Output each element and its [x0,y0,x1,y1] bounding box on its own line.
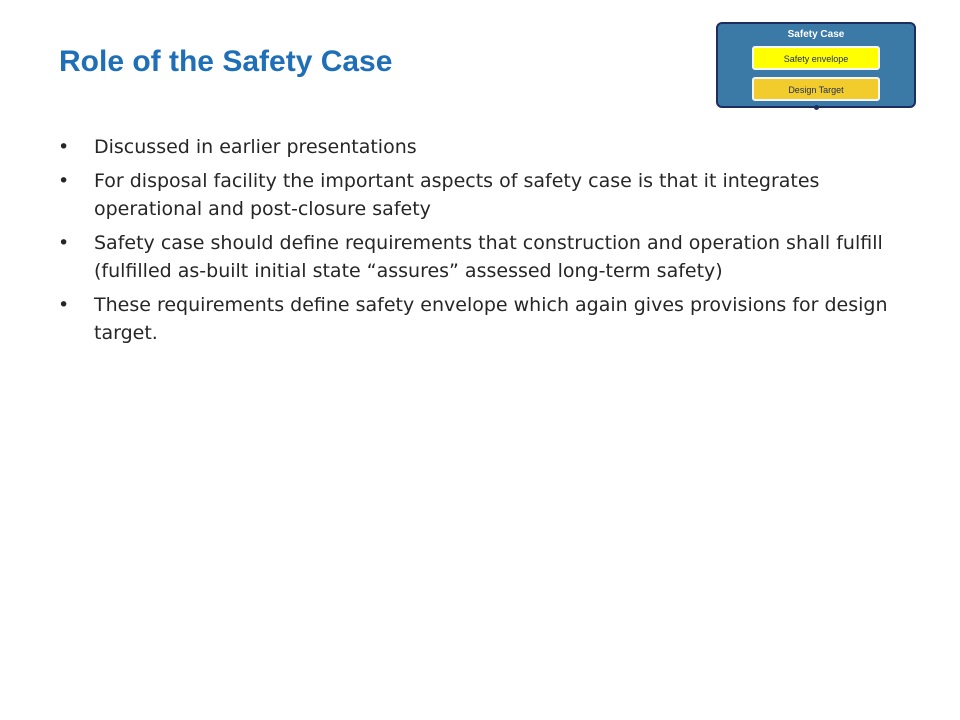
bullet-icon: • [58,170,70,192]
bullet-text: Safety case should define requirements that construction and operation shall fulfill (fulfilled as-built initial state “assures” assessed long-term safety) [94,232,883,282]
bullet-icon: • [58,294,70,316]
design-target-box: Design Target [752,77,880,101]
bullet-item [56,229,896,285]
safety-envelope-box: Safety envelope [752,46,880,70]
diagram-connector-dot [814,105,819,110]
bullet-list [56,133,896,353]
bullet-text: These requirements define safety envelope which again gives provisions for design target. [94,294,888,344]
bullet-text: Discussed in earlier presentations [94,136,417,158]
bullet-item [56,291,896,347]
diagram-title: Safety Case [787,29,845,40]
bullet-icon: • [58,136,70,158]
safety-case-diagram [716,22,916,108]
bullet-icon: • [58,232,70,254]
bullet-item [56,133,896,161]
slide-title: Role of the Safety Case [59,45,393,78]
bullet-item [56,167,896,223]
bullet-text: For disposal facility the important aspects of safety case is that it integrates operational and post-closure safety [94,170,820,220]
